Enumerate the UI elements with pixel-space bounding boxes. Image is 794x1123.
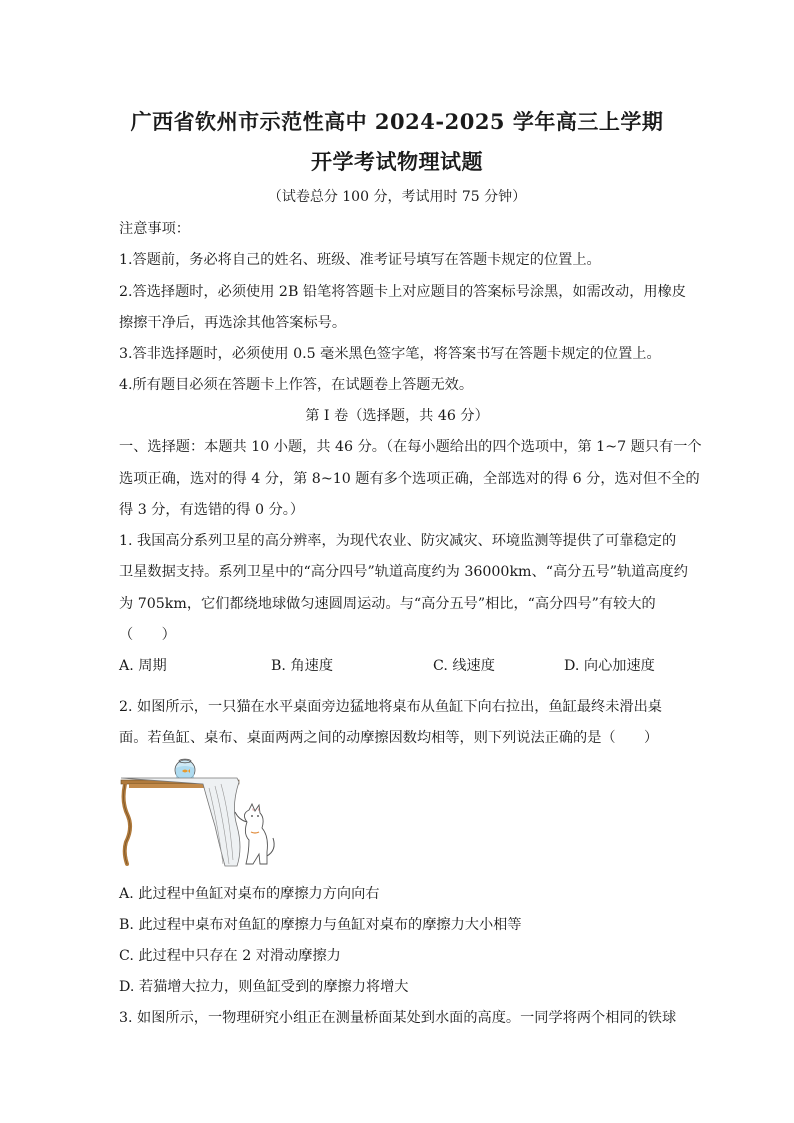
q2-option-c: C. 此过程中只存在 2 对滑动摩擦力 [119,948,341,964]
fish-bowl-icon [175,759,195,780]
exam-title-line1: 广西省钦州市示范性高中 2024-2025 学年高三上学期 [130,109,664,134]
part1-intro-line2: 选项正确，选对的得 4 分，第 8~10 题有多个选项正确，全部选对的得 6 分，选对但不全的 [119,471,700,487]
q1-paren: （ ） [119,627,176,643]
q2-line2: 面。若鱼缸、桌布、桌面两两之间的动摩擦因数均相等，则下列说法正确的是（ ） [119,730,659,746]
q1-option-d: D. 向心加速度 [564,658,655,674]
q3-line1: 3. 如图所示，一物理研究小组正在测量桥面某处到水面的高度。一同学将两个相同的铁球 [119,1010,677,1026]
cat-tablecloth-figure [119,756,279,868]
part1-intro-line3: 得 3 分，有选错的得 0 分。） [119,502,305,518]
note-2-line1: 2.答选择题时，必须使用 2B 铅笔将答题卡上对应题目的答案标号涂黑，如需改动，用橡皮 [119,284,686,300]
tablecloth-icon [121,778,240,866]
q1-line2: 卫星数据支持。系列卫星中的“高分四号”轨道高度约为 36000km、“高分五号”轨道高度约 [119,564,688,580]
q2-option-b: B. 此过程中桌布对鱼缸的摩擦力与鱼缸对桌布的摩擦力大小相等 [119,917,522,933]
q2-option-a: A. 此过程中鱼缸对桌布的摩擦力方向向右 [119,886,380,902]
q1-option-c: C. 线速度 [433,658,495,674]
note-2-line2: 擦擦干净后，再选涂其他答案标号。 [119,315,347,331]
exam-title-line2: 开学考试物理试题 [311,149,483,174]
q1-line1: 1. 我国高分系列卫星的高分辨率，为现代农业、防灾减灾、环境监测等提供了可靠稳定的 [119,533,677,549]
exam-subtitle: （试卷总分 100 分，考试用时 75 分钟） [267,189,527,205]
q2-option-d: D. 若猫增大拉力，则鱼缸受到的摩擦力将增大 [119,979,409,995]
note-1: 1.答题前，务必将自己的姓名、班级、准考证号填写在答题卡规定的位置上。 [119,252,601,268]
part1-intro-line1: 一、选择题：本题共 10 小题，共 46 分。（在每小题给出的四个选项中，第 1~7 题只有一个 [119,439,702,455]
note-4: 4.所有题目必须在答题卡上作答，在试题卷上答题无效。 [119,377,474,393]
notes-heading: 注意事项： [119,221,190,237]
note-3: 3.答非选择题时，必须使用 0.5 毫米黑色签字笔，将答案书写在答题卡规定的位置上。 [119,346,661,362]
q1-option-a: A. 周期 [119,658,167,674]
q1-line3: 为 705km，它们都绕地球做匀速圆周运动。与“高分五号”相比，“高分四号”有较大的 [119,596,656,612]
q2-line1: 2. 如图所示，一只猫在水平桌面旁边猛地将桌布从鱼缸下向右拉出，鱼缸最终未滑出桌 [119,699,662,715]
q1-option-b: B. 角速度 [271,658,334,674]
cat-icon [235,804,274,864]
part1-heading: 第 I 卷（选择题，共 46 分） [305,408,489,424]
